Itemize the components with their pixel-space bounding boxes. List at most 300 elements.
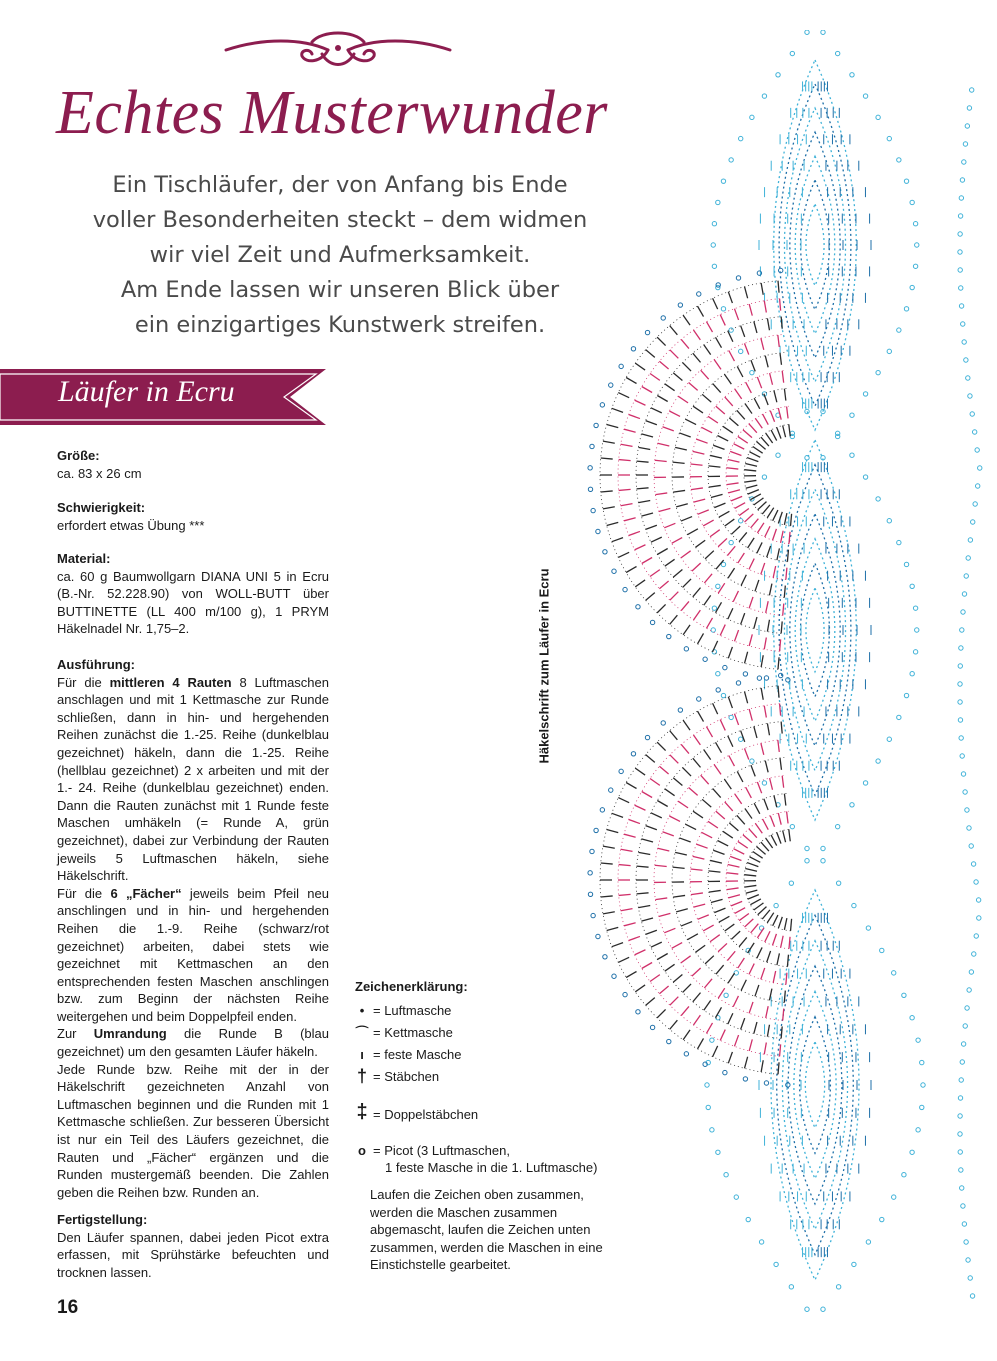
picot-mark bbox=[916, 1128, 920, 1132]
fan-stitch-mark bbox=[749, 964, 754, 975]
picot-mark bbox=[710, 1128, 714, 1132]
fan-stitch-mark bbox=[744, 480, 756, 482]
fan-stitch-mark bbox=[720, 315, 725, 326]
fan-stitch-mark bbox=[753, 446, 763, 453]
fan-stitch-mark bbox=[707, 322, 713, 332]
fan-stitch-mark bbox=[749, 559, 754, 570]
picot-mark bbox=[697, 292, 701, 296]
fan-stitch-mark bbox=[761, 655, 763, 667]
fan-stitch-mark bbox=[741, 1018, 745, 1029]
fan-stitch-mark bbox=[670, 997, 678, 1005]
picot-mark bbox=[736, 276, 740, 280]
fan-stitch-mark bbox=[778, 335, 779, 347]
material-value: ca. 60 g Baumwollgarn DIANA UNI 5 in Ecru (B.-Nr. 52.228.90) von WOLL-BUTT über BUTTINETTE (LL 400 m/100 g), 1 PRYM Häkelnadel Nr. 1,75–2. bbox=[57, 568, 329, 637]
fan-stitch-mark bbox=[670, 755, 678, 763]
fan-stitch-mark bbox=[685, 824, 696, 829]
fan-stitch-mark bbox=[747, 863, 758, 867]
fan-stitch-mark bbox=[718, 943, 727, 951]
picot-mark bbox=[887, 349, 891, 353]
fan-stitch-mark bbox=[734, 849, 745, 854]
text-run: die Runde B (blau gezeichnet) um den gesamten Läufer häkeln. bbox=[57, 1026, 329, 1060]
material-section bbox=[57, 550, 329, 638]
fan-stitch-mark bbox=[707, 618, 713, 628]
fan-stitch-mark bbox=[773, 934, 777, 945]
picot-mark bbox=[916, 1038, 920, 1042]
fan-stitch-mark bbox=[765, 931, 770, 942]
fan-stitch-mark bbox=[603, 846, 615, 848]
fan-stitch-mark bbox=[659, 913, 671, 916]
fan-stitch-mark bbox=[603, 912, 615, 914]
fan-stitch-mark bbox=[701, 370, 709, 379]
fan-stitch-mark bbox=[730, 451, 741, 455]
finishing-section bbox=[57, 1211, 329, 1281]
picot-mark bbox=[887, 136, 891, 140]
fan-stitch-mark bbox=[761, 688, 763, 700]
fan-stitch-mark bbox=[731, 496, 742, 500]
picot-mark bbox=[600, 403, 604, 407]
fan-stitch-mark bbox=[659, 508, 671, 511]
picot-mark bbox=[967, 826, 971, 830]
fan-stitch-mark bbox=[691, 893, 703, 895]
fan-stitch-mark bbox=[749, 709, 752, 721]
picot-mark bbox=[759, 1240, 763, 1244]
picot-mark bbox=[743, 672, 747, 676]
picot-mark bbox=[729, 158, 733, 162]
fan-stitch-mark bbox=[754, 398, 760, 409]
picot-mark bbox=[962, 592, 966, 596]
picot-mark bbox=[739, 136, 743, 140]
picot-mark bbox=[959, 286, 963, 290]
fan-stitch-mark bbox=[754, 1022, 757, 1034]
picot-mark bbox=[958, 700, 962, 704]
fan-stitch-mark bbox=[701, 427, 712, 432]
fan-stitch-mark bbox=[655, 898, 667, 900]
picot-mark bbox=[762, 94, 766, 98]
fan-stitch-mark bbox=[655, 493, 667, 495]
picot-mark bbox=[971, 520, 975, 524]
fan-stitch-mark bbox=[711, 494, 723, 497]
fan-stitch-mark bbox=[693, 353, 701, 362]
picot-mark bbox=[902, 1173, 906, 1177]
picot-mark bbox=[716, 200, 720, 204]
fan-stitch-mark bbox=[777, 548, 779, 560]
fan-stitch-mark bbox=[763, 414, 769, 425]
picot-mark bbox=[902, 993, 906, 997]
picot-mark bbox=[774, 1262, 778, 1266]
fan-stitch-mark bbox=[717, 436, 728, 441]
picot-mark bbox=[631, 752, 635, 756]
fan-stitch-mark bbox=[664, 523, 675, 527]
picot-mark bbox=[805, 30, 809, 34]
picot-mark bbox=[821, 1307, 825, 1311]
fan-stitch-mark bbox=[777, 427, 781, 438]
picot-mark bbox=[716, 688, 720, 692]
fan-stitch-mark bbox=[708, 821, 718, 828]
fan-stitch-mark bbox=[751, 519, 759, 528]
fan-stitch-mark bbox=[773, 971, 775, 983]
fan-stitch-mark bbox=[749, 424, 757, 433]
fan-stitch-mark bbox=[745, 287, 748, 299]
fan-stitch-mark bbox=[707, 1023, 713, 1033]
picot-mark bbox=[913, 606, 917, 610]
fan-stitch-mark bbox=[713, 703, 718, 714]
fan-stitch-mark bbox=[726, 468, 738, 469]
fan-stitch-mark bbox=[782, 776, 783, 788]
fan-stitch-mark bbox=[767, 546, 771, 557]
fan-stitch-mark bbox=[705, 956, 714, 964]
fan-stitch-mark bbox=[698, 915, 709, 919]
picot-mark bbox=[965, 124, 969, 128]
bar-icon: ı bbox=[360, 1046, 364, 1062]
fan-stitch-mark bbox=[672, 943, 682, 949]
picot-mark bbox=[974, 934, 978, 938]
picot-mark bbox=[710, 1038, 714, 1042]
fan-stitch-mark bbox=[626, 783, 636, 789]
fan-stitch-mark bbox=[787, 812, 788, 824]
fan-stitch-mark bbox=[761, 338, 764, 350]
fan-stitch-mark bbox=[692, 968, 701, 976]
picot-mark bbox=[609, 788, 613, 792]
execution-paragraph bbox=[57, 674, 329, 885]
fan-stitch-mark bbox=[670, 350, 678, 358]
picot-mark bbox=[972, 430, 976, 434]
legend-note: Laufen die Zeichen oben zusammen, werden die Maschen zusammen abgemascht, laufen die Zeichen unten zusammen, werden die Maschen in eine Einstichstelle gearbeitet. bbox=[370, 1187, 603, 1273]
diamond-row-path bbox=[800, 1017, 831, 1154]
fan-stitch-mark bbox=[764, 301, 766, 313]
fan-stitch-mark bbox=[749, 829, 757, 838]
picot-mark bbox=[897, 540, 901, 544]
fan-stitch-mark bbox=[731, 901, 742, 905]
fan-stitch-mark bbox=[693, 993, 701, 1002]
fan-stitch-mark bbox=[629, 531, 640, 535]
fan-stitch-mark bbox=[746, 485, 758, 488]
fan-stitch-mark bbox=[650, 778, 660, 785]
diamond-row-path bbox=[801, 180, 830, 310]
picot-mark bbox=[835, 431, 839, 435]
picot-mark bbox=[590, 849, 594, 853]
picot-mark bbox=[706, 1105, 710, 1109]
fan-stitch-mark bbox=[621, 909, 633, 911]
legend-label: = Luftmasche bbox=[373, 1002, 452, 1018]
fan-stitch-mark bbox=[729, 418, 738, 426]
fan-stitch-mark bbox=[767, 951, 771, 962]
picot-mark bbox=[977, 916, 981, 920]
fan-stitch-mark bbox=[659, 361, 668, 369]
fan-stitch-mark bbox=[665, 384, 675, 391]
fan-stitch-mark bbox=[771, 430, 777, 441]
diamond-row-path bbox=[774, 440, 857, 820]
fan-stitch-mark bbox=[728, 568, 735, 578]
fan-stitch-mark bbox=[789, 424, 790, 436]
fan-stitch-mark bbox=[698, 510, 709, 514]
fan-stitch-mark bbox=[704, 979, 712, 988]
fan-stitch-mark bbox=[751, 924, 759, 933]
fan-stitch-mark bbox=[738, 958, 745, 968]
picot-mark bbox=[705, 1083, 709, 1087]
text-run: Für die bbox=[57, 885, 111, 901]
fan-stitch-mark bbox=[773, 529, 777, 540]
fan-stitch-mark bbox=[770, 778, 773, 790]
fan-stitch-mark bbox=[744, 343, 748, 354]
fan-stitch-mark bbox=[739, 532, 747, 541]
fan-stitch-mark bbox=[761, 968, 765, 979]
picot-mark bbox=[588, 466, 592, 470]
picot-mark bbox=[636, 1010, 640, 1014]
picot-mark bbox=[852, 1262, 856, 1266]
fan-stitch-mark bbox=[657, 742, 665, 750]
picot-mark bbox=[835, 51, 839, 55]
fan-stitch-mark bbox=[744, 875, 756, 876]
picot-mark bbox=[762, 781, 766, 785]
fan-stitch-mark bbox=[607, 522, 619, 525]
diagram-label-text: Häkelschrift zum Läufer in Ecru bbox=[536, 568, 552, 764]
picot-mark bbox=[975, 484, 979, 488]
fan-stitch-mark bbox=[663, 427, 674, 431]
fan-stitch-mark bbox=[778, 657, 779, 669]
fan-stitch-mark bbox=[676, 909, 688, 912]
fan-stitch-mark bbox=[670, 1020, 678, 1029]
diagram-label bbox=[533, 568, 555, 764]
fan-stitch-mark bbox=[707, 727, 713, 737]
fan-stitch-mark bbox=[702, 394, 711, 402]
fan-stitch-mark bbox=[716, 811, 725, 819]
fan-stitch-mark bbox=[713, 850, 724, 854]
picot-mark bbox=[703, 657, 707, 661]
fan-stitch-mark bbox=[683, 625, 690, 635]
picot-mark bbox=[897, 158, 901, 162]
picot-mark bbox=[734, 971, 738, 975]
fan-stitch-mark bbox=[710, 455, 722, 458]
text-run: Zur bbox=[57, 1026, 94, 1042]
fan-stitch-mark bbox=[703, 520, 713, 526]
fan-stitch-mark bbox=[607, 830, 619, 833]
fan-stitch-mark bbox=[650, 373, 660, 380]
fan-stitch-mark bbox=[716, 560, 724, 569]
picot-mark bbox=[636, 605, 640, 609]
fan-stitch-mark bbox=[695, 945, 705, 952]
fan-stitch-mark bbox=[710, 530, 720, 537]
fan-stitch-mark bbox=[784, 918, 786, 930]
fan-row-arc bbox=[672, 352, 784, 597]
diamond-row-path bbox=[790, 132, 840, 358]
picot-mark bbox=[684, 1052, 688, 1056]
picot-mark bbox=[866, 926, 870, 930]
fan-stitch-mark bbox=[745, 692, 748, 704]
fan-stitch-mark bbox=[709, 890, 721, 892]
fan-stitch-mark bbox=[659, 986, 668, 994]
text-run-bold: 6 „Fächer“ bbox=[110, 885, 182, 901]
fan-stitch-mark bbox=[689, 787, 698, 795]
picot-mark bbox=[975, 448, 979, 452]
picot-mark bbox=[915, 628, 919, 632]
picot-mark bbox=[619, 769, 623, 773]
fan-stitch-mark bbox=[681, 551, 691, 558]
picot-mark bbox=[880, 1217, 884, 1221]
fan-stitch-mark bbox=[601, 491, 613, 492]
picot-mark bbox=[850, 453, 854, 457]
fan-stitch-mark bbox=[749, 1039, 752, 1051]
picot-mark bbox=[591, 508, 595, 512]
picot-mark bbox=[960, 628, 964, 632]
fan-stitch-mark bbox=[711, 899, 723, 902]
fan-stitch-mark bbox=[757, 542, 762, 553]
fan-stitch-mark bbox=[619, 865, 631, 866]
fan-row-arc bbox=[654, 740, 783, 1021]
fan-stitch-mark bbox=[603, 507, 615, 509]
fan-stitch-mark bbox=[728, 973, 735, 983]
legend-label: 1 feste Masche in die 1. Luftmasche) bbox=[385, 1160, 598, 1176]
fan-stitch-mark bbox=[764, 799, 768, 810]
fan-stitch-mark bbox=[761, 842, 769, 851]
picot-mark bbox=[650, 620, 654, 624]
fan-stitch-mark bbox=[766, 1006, 768, 1018]
fan-stitch-mark bbox=[681, 956, 691, 963]
fan-stitch-mark bbox=[641, 513, 653, 516]
fan-stitch-mark bbox=[635, 400, 646, 405]
diamond-row-path bbox=[806, 204, 824, 285]
fan-stitch-mark bbox=[621, 849, 633, 851]
fan-stitch-mark bbox=[741, 575, 746, 586]
picot-mark bbox=[963, 1024, 967, 1028]
fan-stitch-mark bbox=[642, 387, 652, 393]
fan-stitch-mark bbox=[761, 283, 763, 295]
picot-mark bbox=[743, 1077, 747, 1081]
fan-stitch-mark bbox=[683, 363, 691, 371]
picot-mark bbox=[850, 73, 854, 77]
fan-stitch-mark bbox=[728, 697, 732, 708]
diamond-row-path bbox=[784, 108, 845, 382]
picot-mark bbox=[863, 94, 867, 98]
fan-stitch-mark bbox=[601, 896, 613, 897]
fan-stitch-mark bbox=[673, 867, 685, 868]
fan-stitch-mark bbox=[723, 426, 733, 433]
fan-stitch-mark bbox=[729, 756, 735, 767]
fan-stitch-mark bbox=[701, 832, 712, 837]
picot-mark bbox=[716, 672, 720, 676]
fan-stitch-mark bbox=[731, 931, 740, 939]
fan-stitch-mark bbox=[665, 559, 675, 566]
fan-stitch-mark bbox=[714, 503, 725, 507]
fan-stitch-mark bbox=[733, 996, 738, 1007]
fan-stitch-mark bbox=[693, 330, 700, 340]
fan-stitch-mark bbox=[676, 504, 688, 507]
fan-stitch-mark bbox=[781, 1026, 782, 1038]
execution-section bbox=[57, 656, 329, 1201]
picot-mark bbox=[776, 73, 780, 77]
fan-stitch-mark bbox=[638, 852, 650, 854]
fan-stitch-mark bbox=[658, 443, 670, 446]
fan-stitch-mark bbox=[710, 860, 722, 863]
difficulty-value: erfordert etwas Übung *** bbox=[57, 517, 205, 533]
fan-stitch-mark bbox=[728, 736, 733, 747]
picot-mark bbox=[876, 115, 880, 119]
fan-stitch-mark bbox=[635, 363, 645, 370]
execution-heading: Ausführung: bbox=[57, 657, 135, 672]
fan-stitch-mark bbox=[755, 985, 759, 996]
fan-row-arc bbox=[744, 829, 791, 931]
picot-mark bbox=[762, 475, 766, 479]
picot-mark bbox=[588, 871, 592, 875]
fan-stitch-mark bbox=[735, 503, 745, 509]
fan-stitch-mark bbox=[683, 768, 691, 776]
picot-mark bbox=[958, 1096, 962, 1100]
fan-stitch-mark bbox=[646, 826, 657, 830]
fan-stitch-mark bbox=[783, 831, 786, 843]
fan-stitch-mark bbox=[784, 389, 785, 401]
fan-stitch-mark bbox=[780, 299, 781, 311]
picot-mark bbox=[588, 892, 592, 896]
fan-stitch-mark bbox=[746, 382, 752, 393]
picot-mark bbox=[750, 370, 754, 374]
fan-stitch-mark bbox=[651, 537, 662, 542]
fan-stitch-mark bbox=[754, 726, 757, 738]
fan-stitch-mark bbox=[624, 834, 636, 837]
picot-mark bbox=[850, 803, 854, 807]
fan-stitch-mark bbox=[637, 866, 649, 867]
text-run-bold: mittleren 4 Rauten bbox=[109, 674, 232, 690]
single-cross-icon: † bbox=[356, 1065, 367, 1086]
fan-stitch-mark bbox=[681, 922, 692, 926]
picot-mark bbox=[960, 1186, 964, 1190]
fan-stitch-mark bbox=[730, 856, 741, 860]
fan-stitch-mark bbox=[673, 490, 685, 492]
picot-mark bbox=[920, 1060, 924, 1064]
picot-mark bbox=[836, 881, 840, 885]
picot-mark bbox=[661, 721, 665, 725]
fan-stitch-mark bbox=[743, 835, 752, 843]
fan-stitch-mark bbox=[782, 371, 783, 383]
fan-stitch-mark bbox=[702, 799, 711, 807]
fan-stitch-mark bbox=[739, 914, 749, 921]
picot-mark bbox=[757, 271, 761, 275]
fan-stitch-mark bbox=[708, 871, 720, 872]
fan-row-arc bbox=[636, 317, 781, 634]
text-run: 8 Luftmaschen anschlagen und mit 1 Kettmasche zur Runde schließen, dann in hin- und hergehenden Reihen zunächst die 1.-25. Reihe (dunkelblau gezeichnet) häkeln, dann die 1.-25. Reihe (hellblau gezeichnet) 2 x arbeiten und mit der 1.- 24. Reihe (dunkelblau gezeichnet) enden. Dann die Rauten zunächst mit 1 Runde feste Maschen umhäkeln (= Runde A, grün gezeichnet), dabei zur Verbindung der Rauten jeweils 5 Luftmaschen häkeln, siehe Häkelschrift. bbox=[57, 674, 329, 884]
fan-stitch-mark bbox=[728, 895, 740, 898]
picot-mark bbox=[836, 1285, 840, 1289]
picot-mark bbox=[959, 1078, 963, 1082]
picot-mark bbox=[958, 1132, 962, 1136]
picot-mark bbox=[960, 1060, 964, 1064]
picot-mark bbox=[790, 51, 794, 55]
fan-stitch-mark bbox=[675, 852, 687, 855]
picot-mark bbox=[958, 1150, 962, 1154]
fan-stitch-mark bbox=[783, 604, 784, 616]
picot-mark bbox=[904, 562, 908, 566]
picot-mark bbox=[966, 1258, 970, 1262]
fan-stitch-mark bbox=[629, 819, 640, 823]
fan-stitch-mark bbox=[603, 441, 615, 443]
fan-stitch-mark bbox=[694, 904, 706, 907]
picot-mark bbox=[965, 1006, 969, 1010]
fan-stitch-mark bbox=[767, 318, 769, 330]
picot-mark bbox=[739, 519, 743, 523]
picot-mark bbox=[887, 519, 891, 523]
fan-stitch-mark bbox=[748, 538, 755, 548]
fan-row-arc bbox=[726, 811, 789, 948]
fan-stitch-mark bbox=[642, 792, 652, 798]
picot-mark bbox=[723, 1070, 727, 1074]
fan-stitch-mark bbox=[703, 925, 713, 931]
fan-stitch-mark bbox=[755, 823, 762, 833]
picot-mark bbox=[729, 328, 733, 332]
fan-stitch-mark bbox=[757, 377, 761, 388]
picot-mark bbox=[904, 307, 908, 311]
fan-stitch-mark bbox=[737, 815, 745, 824]
fan-stitch-mark bbox=[629, 936, 640, 940]
fan-stitch-mark bbox=[659, 766, 668, 774]
diamond-row-path bbox=[801, 564, 830, 697]
